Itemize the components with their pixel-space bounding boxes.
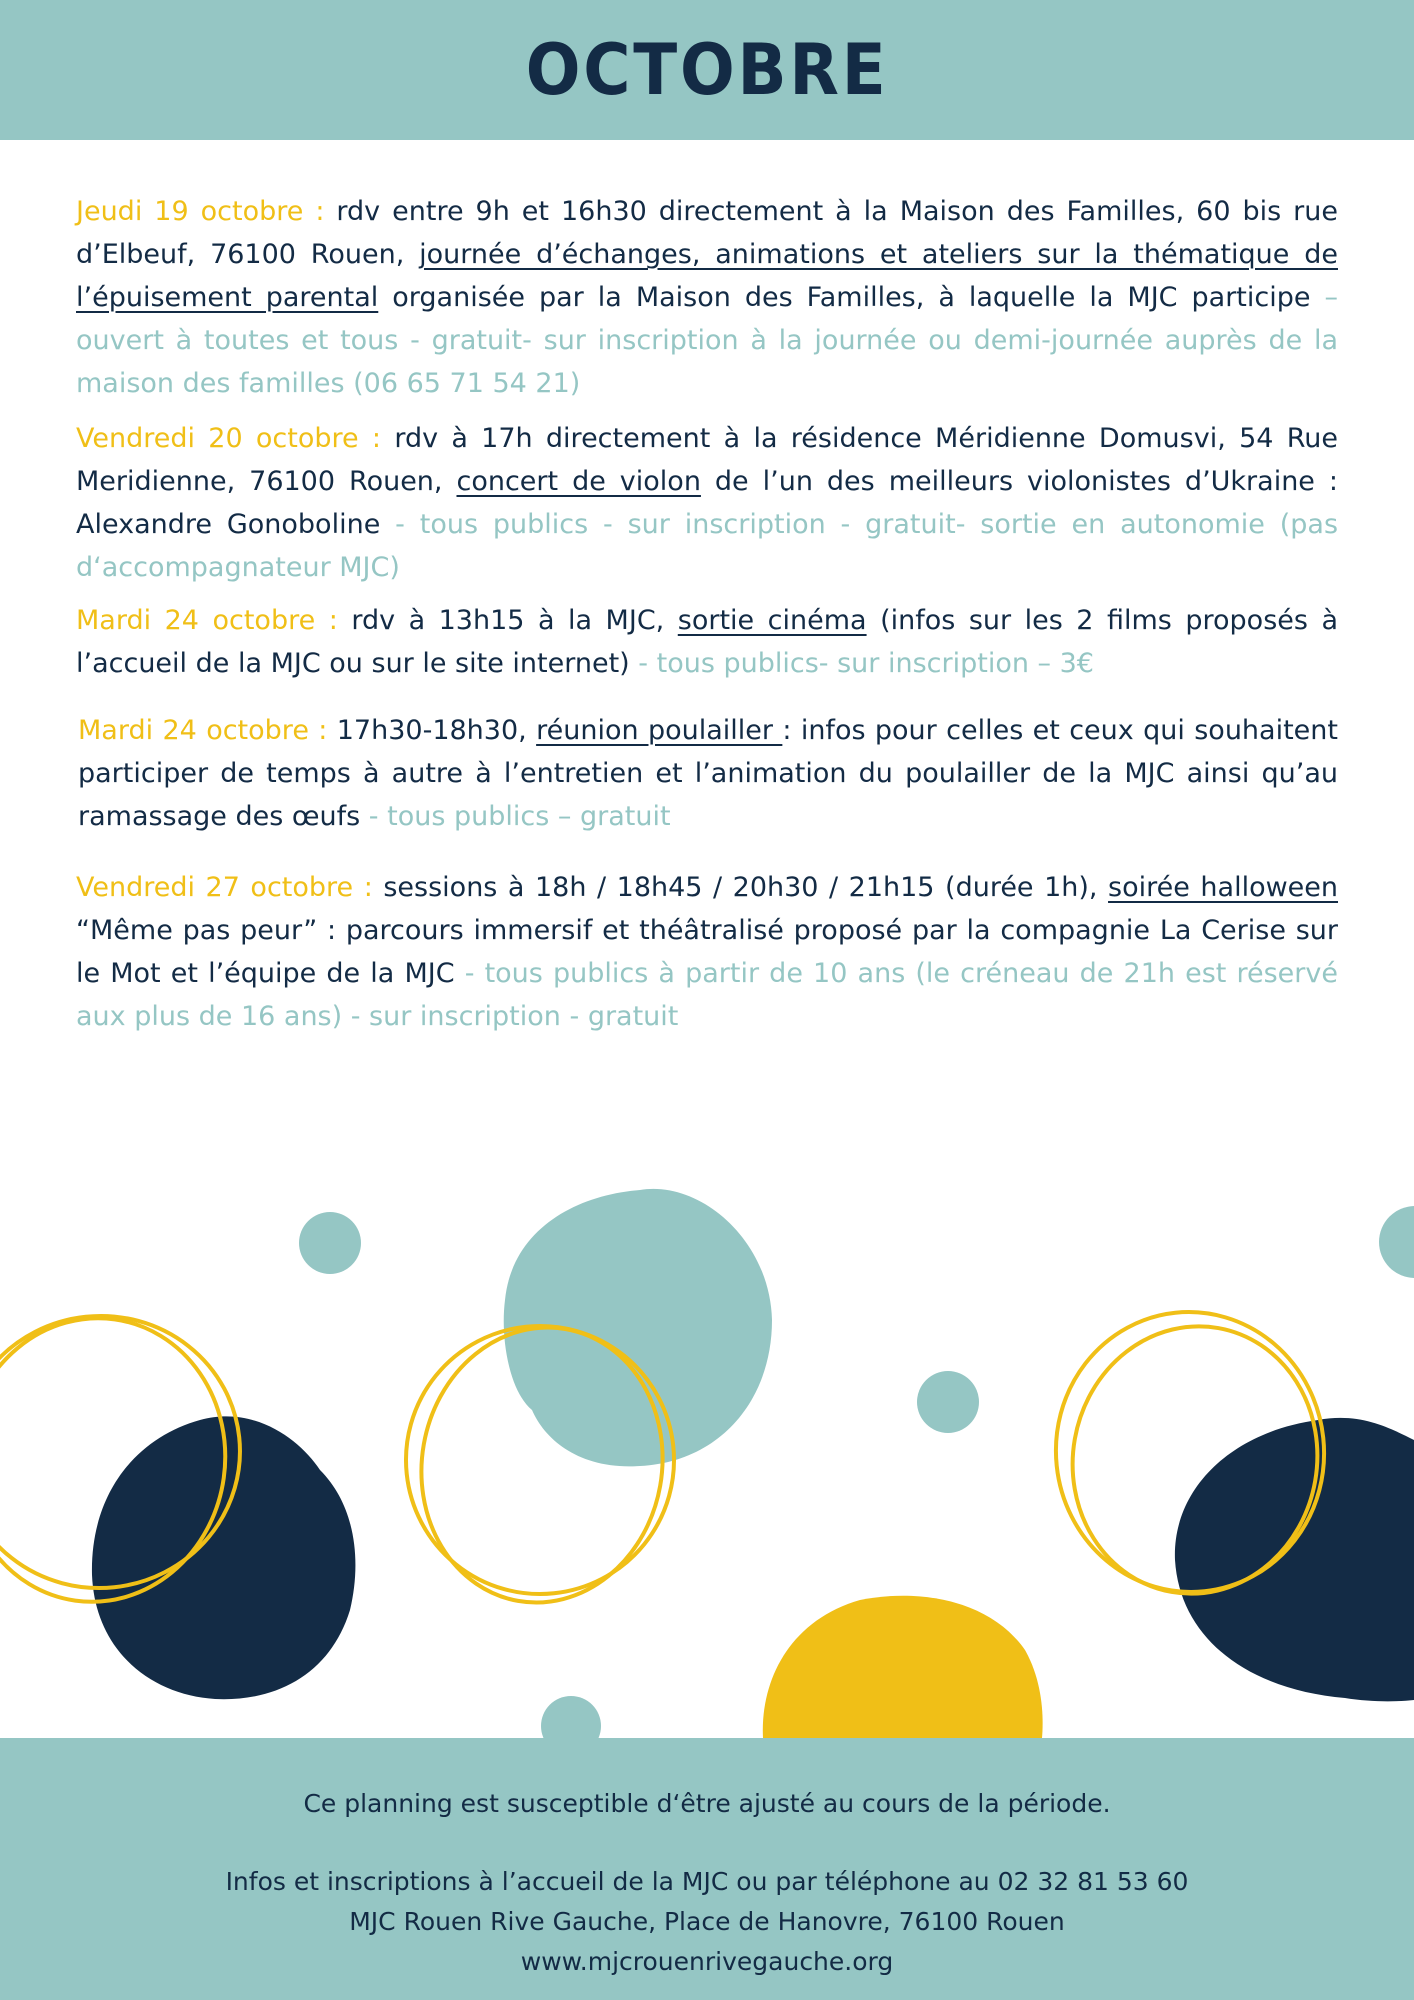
event-info: – ouvert à toutes et tous - gratuit- sur inscription à la journée ou demi-journée auprès de la maison des familles (06 65 71 54 21)	[76, 282, 1338, 399]
event-details: 17h30-18h30,	[327, 715, 537, 746]
event-date: Mardi 24 octobre :	[78, 715, 328, 746]
footer-contact: Infos et inscriptions à l’accueil de la MJC ou par téléphone au 02 32 81 53 60	[225, 1867, 1189, 1896]
page-title: OCTOBRE	[525, 29, 889, 111]
event-details: rdv à 13h15 à la MJC,	[337, 605, 678, 636]
event-details: sessions à 18h / 18h45 / 20h30 / 21h15 (durée 1h),	[372, 872, 1109, 903]
event-item	[76, 599, 1338, 685]
event-info: - tous publics- sur inscription – 3€	[638, 648, 1094, 679]
event-details: (infos sur les 2 films proposés à l’accueil de la MJC ou sur le site internet)	[76, 605, 1338, 679]
event-details: “Même pas peur” : parcours immersif et théâtralisé proposé par la compagnie La Cerise sur le Mot et l’équipe de la MJC	[76, 915, 1338, 989]
event-details: organisée par la Maison des Familles, à laquelle la MJC participe	[378, 282, 1325, 313]
event-item	[76, 190, 1338, 405]
event-item	[76, 709, 1338, 838]
event-item	[76, 417, 1338, 589]
events-list	[76, 190, 1338, 1038]
event-activity: journée d’échanges, animations et ateliers sur la thématique de l’épuisement parental	[76, 239, 1338, 313]
event-date: Jeudi 19 octobre :	[76, 196, 325, 227]
event-details: : infos pour celles et ceux qui souhaitent participer de temps à autre à l’entretien et l’animation du poulailler de la MJC ainsi qu’au ramassage des œufs	[78, 715, 1338, 832]
event-date: Vendredi 27 octobre :	[76, 872, 373, 903]
footer-website: www.mjcrouenrivegauche.org	[520, 1947, 894, 1976]
event-item	[76, 866, 1338, 1038]
footer-info	[0, 1862, 1414, 1982]
footer	[0, 1738, 1414, 2000]
event-info: - tous publics – gratuit	[368, 801, 671, 832]
header-banner	[0, 0, 1414, 140]
footer-note: Ce planning est susceptible d‘être ajusté au cours de la période.	[303, 1789, 1111, 1818]
decorative-shapes	[0, 1150, 1414, 1740]
event-info: - tous publics à partir de 10 ans (le créneau de 21h est réservé aux plus de 16 ans) - sur inscription - gratuit	[76, 958, 1338, 1032]
event-details: rdv à 17h directement à la résidence Méridienne Domusvi, 54 Rue Meridienne, 76100 Rouen,	[76, 423, 1338, 497]
event-details: rdv entre 9h et 16h30 directement à la Maison des Familles, 60 bis rue d’Elbeuf, 76100 Rouen,	[76, 196, 1338, 270]
event-info: - tous publics - sur inscription - gratuit- sortie en autonomie (pas d‘accompagnateur MJC)	[76, 509, 1339, 583]
footer-address: MJC Rouen Rive Gauche, Place de Hanovre, 76100 Rouen	[349, 1907, 1065, 1936]
event-activity: sortie cinéma	[677, 605, 867, 636]
event-activity: concert de violon	[456, 466, 701, 497]
navy-blob	[1175, 1418, 1414, 1701]
teal-dot	[299, 1212, 361, 1274]
event-date: Mardi 24 octobre :	[76, 605, 338, 636]
teal-dot	[1379, 1206, 1414, 1278]
event-date: Vendredi 20 octobre :	[76, 423, 382, 454]
event-activity: réunion poulailler	[536, 715, 783, 746]
event-activity: soirée halloween	[1108, 872, 1339, 903]
yellow-blob	[763, 1596, 1043, 1738]
event-details: de l’un des meilleurs violonistes d’Ukraine : Alexandre Gonoboline	[76, 466, 1338, 540]
teal-dot	[541, 1696, 601, 1740]
teal-dot	[917, 1371, 979, 1433]
